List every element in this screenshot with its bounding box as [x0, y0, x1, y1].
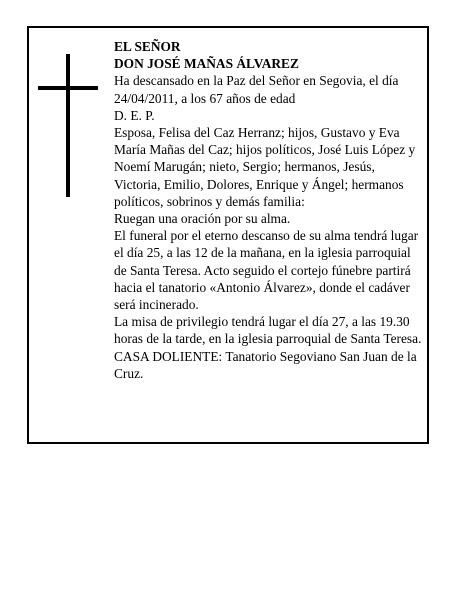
- funeral-details: El funeral por el eterno descanso de su alma tendrá lugar el día 25, a las 12 de la mañana, en la iglesia parroquial de Santa Teresa. Acto seguido el cortejo fúnebre partirá hacia el tanatorio «Antonio Álvarez», donde el cadáver será incinerado.: [114, 228, 419, 313]
- deceased-name: DON JOSÉ MAÑAS ÁLVAREZ: [114, 56, 299, 72]
- heading-title: EL SEÑOR: [114, 39, 181, 54]
- mass-details: La misa de privilegio tendrá lugar el día 27, a las 19.30 horas de la tarde, en la iglesia parroquial de Santa Teresa.: [114, 314, 422, 347]
- cross-icon-vertical-bar: [66, 54, 70, 197]
- cross-icon-horizontal-bar: [38, 86, 98, 90]
- death-announcement: Ha descansado en la Paz del Señor en Segovia, el día 24/04/2011, a los 67 años de edad: [114, 73, 399, 106]
- obituary-text: [114, 38, 424, 382]
- rip-line: D. E. P.: [114, 107, 155, 123]
- prayer-request: Ruegan una oración por su alma.: [114, 211, 291, 227]
- family-list: Esposa, Felisa del Caz Herranz; hijos, Gustavo y Eva María Mañas del Caz; hijos políticos, José Luis López y Noemí Marugán; nieto, Sergio; hermanos, Jesús, Victoria, Emilio, Dolores, Enrique y Ángel; hermanos políticos, sobrinos y demás familia:: [114, 125, 416, 209]
- mourning-house: CASA DOLIENTE: Tanatorio Segoviano San Juan de la Cruz.: [114, 348, 417, 381]
